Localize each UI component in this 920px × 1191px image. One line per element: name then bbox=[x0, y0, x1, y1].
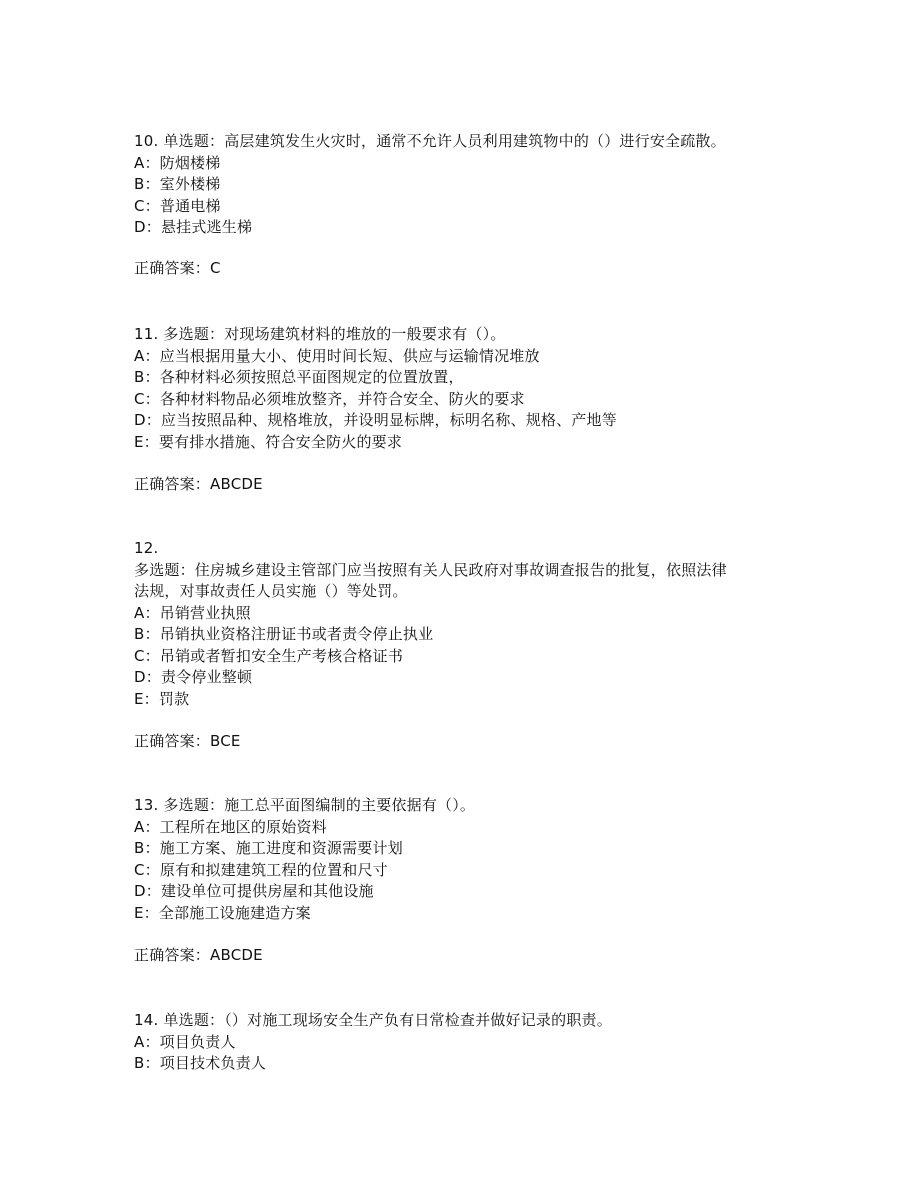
option-a: A：应当根据用量大小、使用时间长短、供应与运输情况堆放 bbox=[134, 346, 540, 365]
option-a: A：防烟楼梯 bbox=[134, 153, 221, 172]
question-stem: 多选题：住房城乡建设主管部门应当按照有关人民政府对事故调查报告的批复，依照法律 bbox=[134, 560, 727, 579]
question-12 bbox=[134, 538, 824, 710]
question-14 bbox=[134, 1010, 824, 1075]
answer-12: 正确答案：BCE bbox=[134, 732, 241, 750]
answer-10: 正确答案：C bbox=[134, 259, 221, 277]
option-c: C：普通电梯 bbox=[134, 196, 221, 215]
option-b: B：吊销执业资格注册证书或者责令停止执业 bbox=[134, 625, 434, 643]
option-d: D：建设单位可提供房屋和其他设施 bbox=[134, 882, 374, 900]
option-e: E：要有排水措施、符合安全防火的要求 bbox=[134, 432, 403, 451]
option-b: B：施工方案、施工进度和资源需要计划 bbox=[134, 839, 403, 857]
option-e: E：全部施工设施建造方案 bbox=[134, 903, 311, 922]
option-a: A：吊销营业执照 bbox=[134, 603, 251, 622]
question-number: 12. bbox=[134, 539, 159, 557]
option-a: A：项目负责人 bbox=[134, 1032, 236, 1051]
question-stem: 13. 多选题：施工总平面图编制的主要依据有（）。 bbox=[134, 796, 476, 814]
option-a: A：工程所在地区的原始资料 bbox=[134, 817, 327, 836]
question-10 bbox=[134, 131, 824, 239]
option-d: D：应当按照品种、规格堆放，并设明显标牌，标明名称、规格、产地等 bbox=[134, 411, 617, 429]
option-b: B：项目技术负责人 bbox=[134, 1054, 267, 1072]
option-d: D：悬挂式逃生梯 bbox=[134, 218, 253, 236]
question-stem: 10. 单选题：高层建筑发生火灾时，通常不允许人员利用建筑物中的（）进行安全疏散。 bbox=[134, 132, 726, 150]
question-13 bbox=[134, 795, 824, 924]
option-c: C：吊销或者暂扣安全生产考核合格证书 bbox=[134, 646, 404, 665]
question-11 bbox=[134, 324, 824, 453]
option-e: E：罚款 bbox=[134, 689, 190, 708]
option-b: B：室外楼梯 bbox=[134, 175, 221, 193]
answer-11: 正确答案：ABCDE bbox=[134, 475, 263, 493]
option-d: D：责令停业整顿 bbox=[134, 668, 253, 686]
option-b: B：各种材料必须按照总平面图规定的位置放置， bbox=[134, 368, 464, 386]
question-stem-continued: 法规，对事故责任人员实施（）等处罚。 bbox=[134, 582, 408, 600]
question-stem: 14. 单选题：（）对施工现场安全生产负有日常检查并做好记录的职责。 bbox=[134, 1011, 612, 1029]
question-stem: 11. 多选题：对现场建筑材料的堆放的一般要求有（）。 bbox=[134, 325, 506, 343]
option-c: C：原有和拟建建筑工程的位置和尺寸 bbox=[134, 860, 388, 879]
option-c: C：各种材料物品必须堆放整齐，并符合安全、防火的要求 bbox=[134, 389, 525, 408]
answer-13: 正确答案：ABCDE bbox=[134, 946, 263, 964]
